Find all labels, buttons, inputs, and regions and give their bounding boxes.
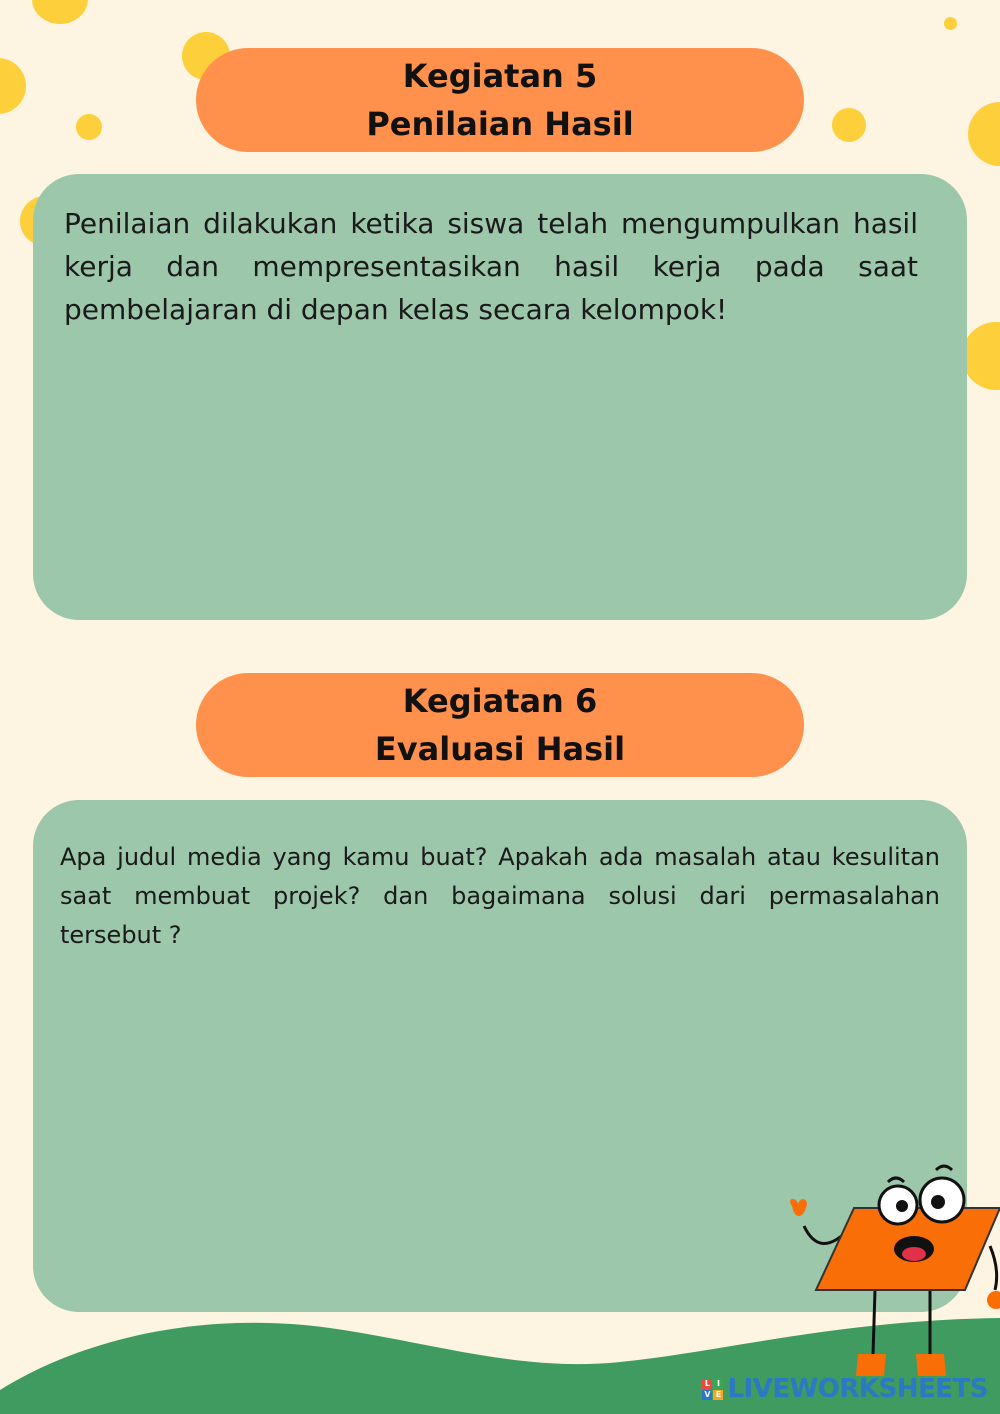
- section6-title-line2: Evaluasi Hasil: [374, 730, 626, 768]
- section6-header: [196, 673, 804, 777]
- section5-title-line1: Kegiatan 5: [402, 57, 598, 95]
- logo-letter-l: L: [702, 1379, 712, 1389]
- section6-title-line1: Kegiatan 6: [402, 682, 598, 720]
- section6-body-text: Apa judul media yang kamu buat? Apakah ada masalah atau kesulitan saat membuat projek? dan bagaimana solusi dari permasalahan tersebut ?: [60, 843, 940, 949]
- decorative-dot: [968, 102, 1000, 166]
- logo-letter-e: E: [713, 1390, 723, 1400]
- mascot-parallelogram: [780, 1150, 1000, 1400]
- section5-title-line2: Penilaian Hasil: [366, 105, 634, 143]
- liveworksheets-logo-icon: [702, 1379, 723, 1400]
- liveworksheets-watermark: [702, 1374, 988, 1404]
- decorative-dot: [962, 322, 1000, 390]
- decorative-dot: [944, 17, 957, 30]
- section5-body-text: Penilaian dilakukan ketika siswa telah mengumpulkan hasil kerja dan mempresentasikan hasil kerja pada saat pembelajaran di depan kelas secara kelompok!: [64, 207, 918, 326]
- decorative-dot: [832, 108, 866, 142]
- section5-card: [33, 174, 967, 620]
- logo-letter-i: I: [713, 1379, 723, 1389]
- decorative-dot: [0, 58, 26, 114]
- decorative-dot: [76, 114, 102, 140]
- decorative-dot: [32, 0, 88, 24]
- section5-header: [196, 48, 804, 152]
- logo-letter-v: V: [704, 1389, 711, 1399]
- liveworksheets-wordmark: LIVEWORKSHEETS: [727, 1374, 988, 1404]
